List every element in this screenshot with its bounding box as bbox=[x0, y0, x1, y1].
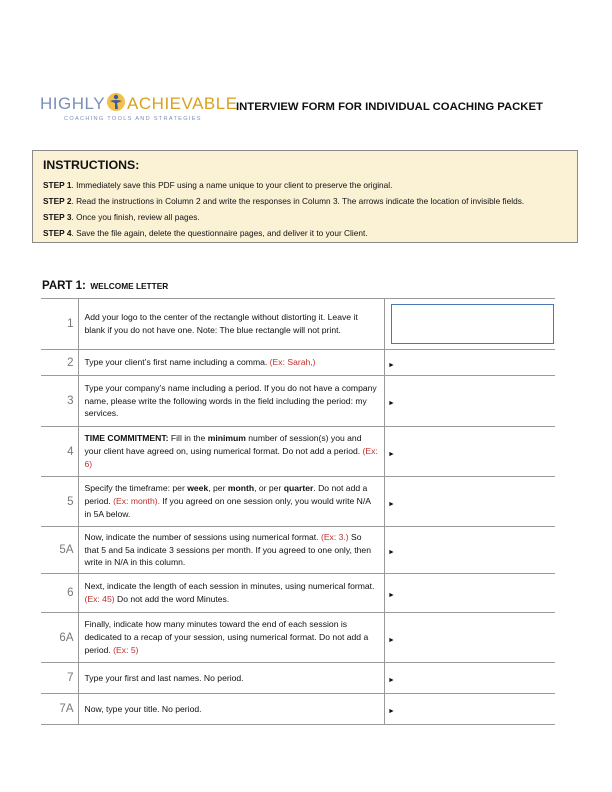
row-instruction: Now, type your title. No period. bbox=[78, 694, 385, 725]
instructions-title: INSTRUCTIONS: bbox=[43, 158, 140, 172]
table-row bbox=[41, 613, 555, 663]
row-instruction: Add your logo to the center of the rectangle without distorting it. Leave it blank if you do not have one. Note: The blue rectangle will not print. bbox=[78, 299, 385, 350]
response-field[interactable] bbox=[385, 694, 556, 725]
row-instruction: Finally, indicate how many minutes toward the end of each session is dedicated to a recap of your session, using numerical format. Do not add a period. (Ex: 5) bbox=[78, 613, 385, 663]
table-row bbox=[41, 527, 555, 574]
response-field[interactable] bbox=[385, 663, 556, 694]
logo-tagline: COACHING TOOLS AND STRATEGIES bbox=[64, 116, 202, 122]
row-number: 2 bbox=[41, 350, 78, 376]
row-instruction: Type your company’s name including a period. If you do not have a company name, please write the following words in the field including the period: my services. bbox=[78, 376, 385, 427]
table-row bbox=[41, 350, 555, 376]
logo-person-icon bbox=[106, 92, 126, 112]
field-arrow-icon: ► bbox=[388, 400, 395, 407]
row-number: 5 bbox=[41, 477, 78, 527]
row-number: 7A bbox=[41, 694, 78, 725]
row-number: 5A bbox=[41, 527, 78, 574]
field-arrow-icon: ► bbox=[388, 450, 395, 458]
row-instruction: TIME COMMITMENT: Fill in the minimum number of session(s) you and your client have agreed on, using numerical format. Do not add a period. (Ex: 6) bbox=[78, 427, 385, 477]
row-instruction: Next, indicate the length of each session in minutes, using numerical format. (Ex: 45) Do not add the word Minutes. bbox=[78, 574, 385, 613]
response-field[interactable] bbox=[385, 477, 556, 527]
instruction-step: STEP 4. Save the file again, delete the questionnaire pages, and deliver it to your Client. bbox=[43, 228, 368, 238]
logo-word-highly: HIGHLY bbox=[40, 94, 106, 113]
table-row bbox=[41, 663, 555, 694]
questionnaire-table bbox=[41, 298, 555, 725]
table-row bbox=[41, 477, 555, 527]
field-arrow-icon: ► bbox=[388, 677, 395, 684]
response-field[interactable] bbox=[385, 613, 556, 663]
row-instruction: Type your client’s first name including a comma. (Ex: Sarah,) bbox=[78, 350, 385, 376]
table-row bbox=[41, 694, 555, 725]
row-instruction: Specify the timeframe: per week, per month, or per quarter. Do not add a period. (Ex: month). If you agreed on one session only, you would write N/A in 5A below. bbox=[78, 477, 385, 527]
row-number: 6A bbox=[41, 613, 78, 663]
row-number: 7 bbox=[41, 663, 78, 694]
field-arrow-icon: ► bbox=[388, 708, 395, 715]
logo-drop-area[interactable] bbox=[385, 299, 556, 350]
response-field[interactable] bbox=[385, 350, 556, 376]
row-instruction: Type your first and last names. No period. bbox=[78, 663, 385, 694]
instruction-step: STEP 3. Once you finish, review all pages. bbox=[43, 212, 200, 222]
response-field[interactable] bbox=[385, 427, 556, 477]
row-number: 4 bbox=[41, 427, 78, 477]
field-arrow-icon: ► bbox=[388, 636, 395, 644]
row-instruction: Now, indicate the number of sessions using numerical format. (Ex: 3.) So that 5 and 5a indicate 3 sessions per month. If you agreed to one only, then write in N/A in this column. bbox=[78, 527, 385, 574]
instruction-step: STEP 2. Read the instructions in Column 2 and write the responses in Column 3. The arrows indicate the location of invisible fields. bbox=[43, 196, 525, 206]
field-arrow-icon: ► bbox=[388, 592, 395, 599]
instruction-step: STEP 1. Immediately save this PDF using a name unique to your client to preserve the original. bbox=[43, 180, 393, 190]
response-field[interactable] bbox=[385, 527, 556, 574]
field-arrow-icon: ► bbox=[388, 500, 395, 508]
part-heading: PART 1: WELCOME LETTER bbox=[42, 280, 169, 292]
logo-rectangle[interactable] bbox=[391, 304, 554, 344]
logo-word-achievable: ACHIEVABLE bbox=[127, 94, 238, 113]
response-field[interactable] bbox=[385, 376, 556, 427]
row-number: 3 bbox=[41, 376, 78, 427]
highly-achievable-logo bbox=[40, 92, 238, 130]
response-field[interactable] bbox=[385, 574, 556, 613]
table-row bbox=[41, 376, 555, 427]
table-row bbox=[41, 574, 555, 613]
document-title: INTERVIEW FORM FOR INDIVIDUAL COACHING PACKET bbox=[236, 101, 543, 113]
row-number: 1 bbox=[41, 299, 78, 350]
table-row bbox=[41, 427, 555, 477]
instructions-box bbox=[32, 150, 578, 243]
table-row bbox=[41, 299, 555, 350]
field-arrow-icon: ► bbox=[388, 549, 395, 556]
field-arrow-icon: ► bbox=[388, 361, 395, 369]
row-number: 6 bbox=[41, 574, 78, 613]
